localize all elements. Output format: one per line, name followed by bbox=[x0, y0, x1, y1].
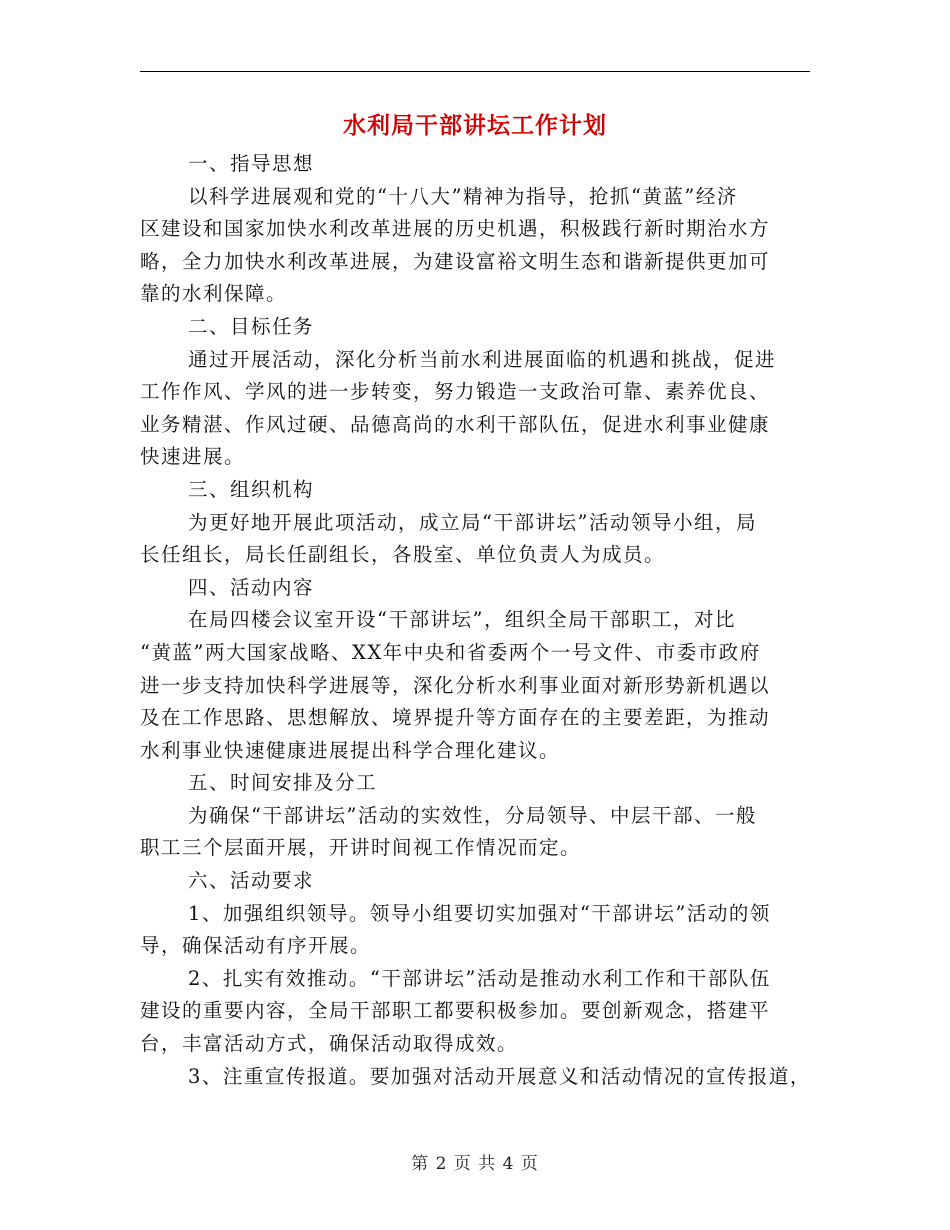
text-line: 四、活动内容 bbox=[188, 575, 315, 599]
text-line: 工作作风、学风的进一步转变，努力锻造一支政治可靠、素养优良、 bbox=[140, 380, 771, 404]
document-body bbox=[140, 148, 815, 1093]
text-line: 为确保“干部讲坛”活动的实效性，分局领导、中层干部、一般 bbox=[188, 803, 757, 827]
text-line: 快速进展。 bbox=[140, 445, 246, 469]
text-line: “黄蓝”两大国家战略、XX年中央和省委两个一号文件、市委市政府 bbox=[140, 640, 761, 664]
text-line: 及在工作思路、思想解放、境界提升等方面存在的主要差距，为推动 bbox=[140, 706, 771, 730]
text-line: 一、指导思想 bbox=[188, 152, 315, 175]
text-line: 六、活动要求 bbox=[188, 869, 315, 893]
text-line: 1、加强组织领导。领导小组要切实加强对“干部讲坛”活动的领 bbox=[188, 901, 771, 925]
text-line: 2、扎实有效推动。“干部讲坛”活动是推动水利工作和干部队伍 bbox=[188, 966, 771, 990]
text-line: 二、目标任务 bbox=[188, 314, 315, 338]
text-line: 通过开展活动，深化分析当前水利进展面临的机遇和挑战，促进 bbox=[188, 347, 777, 371]
header-rule bbox=[140, 71, 810, 72]
text-line: 靠的水利保障。 bbox=[140, 282, 288, 306]
text-line: 台，丰富活动方式，确保活动取得成效。 bbox=[140, 1032, 519, 1056]
text-line: 区建设和国家加快水利改革进展的历史机遇，积极践行新时期治水方 bbox=[140, 217, 771, 241]
text-line: 水利事业快速健康进展提出科学合理化建议。 bbox=[140, 738, 561, 762]
text-line: 导，确保活动有序开展。 bbox=[140, 934, 372, 958]
text-line: 3、注重宣传报道。要加强对活动开展意义和活动情况的宣传报道， bbox=[188, 1064, 811, 1088]
text-line: 职工三个层面开展，开讲时间视工作情况而定。 bbox=[140, 836, 582, 860]
text-line: 为更好地开展此项活动，成立局“干部讲坛”活动领导小组，局 bbox=[188, 510, 757, 534]
text-line: 以科学进展观和党的“十八大”精神为指导，抢抓“黄蓝”经济 bbox=[188, 184, 738, 208]
page-number-footer: 第 2 页 共 4 页 bbox=[411, 1154, 539, 1174]
text-line: 建设的重要内容，全局干部职工都要积极参加。要创新观念，搭建平 bbox=[140, 999, 771, 1023]
text-line: 略，全力加快水利改革进展，为建设富裕文明生态和谐新提供更加可 bbox=[140, 249, 771, 273]
text-line: 进一步支持加快科学进展等，深化分析水利事业面对新形势新机遇以 bbox=[140, 673, 771, 697]
text-line: 在局四楼会议室开设“干部讲坛”，组织全局干部职工，对比 bbox=[188, 608, 736, 632]
text-line: 五、时间安排及分工 bbox=[188, 771, 378, 795]
text-line: 三、组织机构 bbox=[188, 477, 315, 501]
text-line: 业务精湛、作风过硬、品德高尚的水利干部队伍，促进水利事业健康 bbox=[140, 412, 771, 436]
text-line: 长任组长，局长任副组长，各股室、单位负责人为成员。 bbox=[140, 543, 666, 567]
document-title: 水利局干部讲坛工作计划 bbox=[343, 113, 607, 139]
